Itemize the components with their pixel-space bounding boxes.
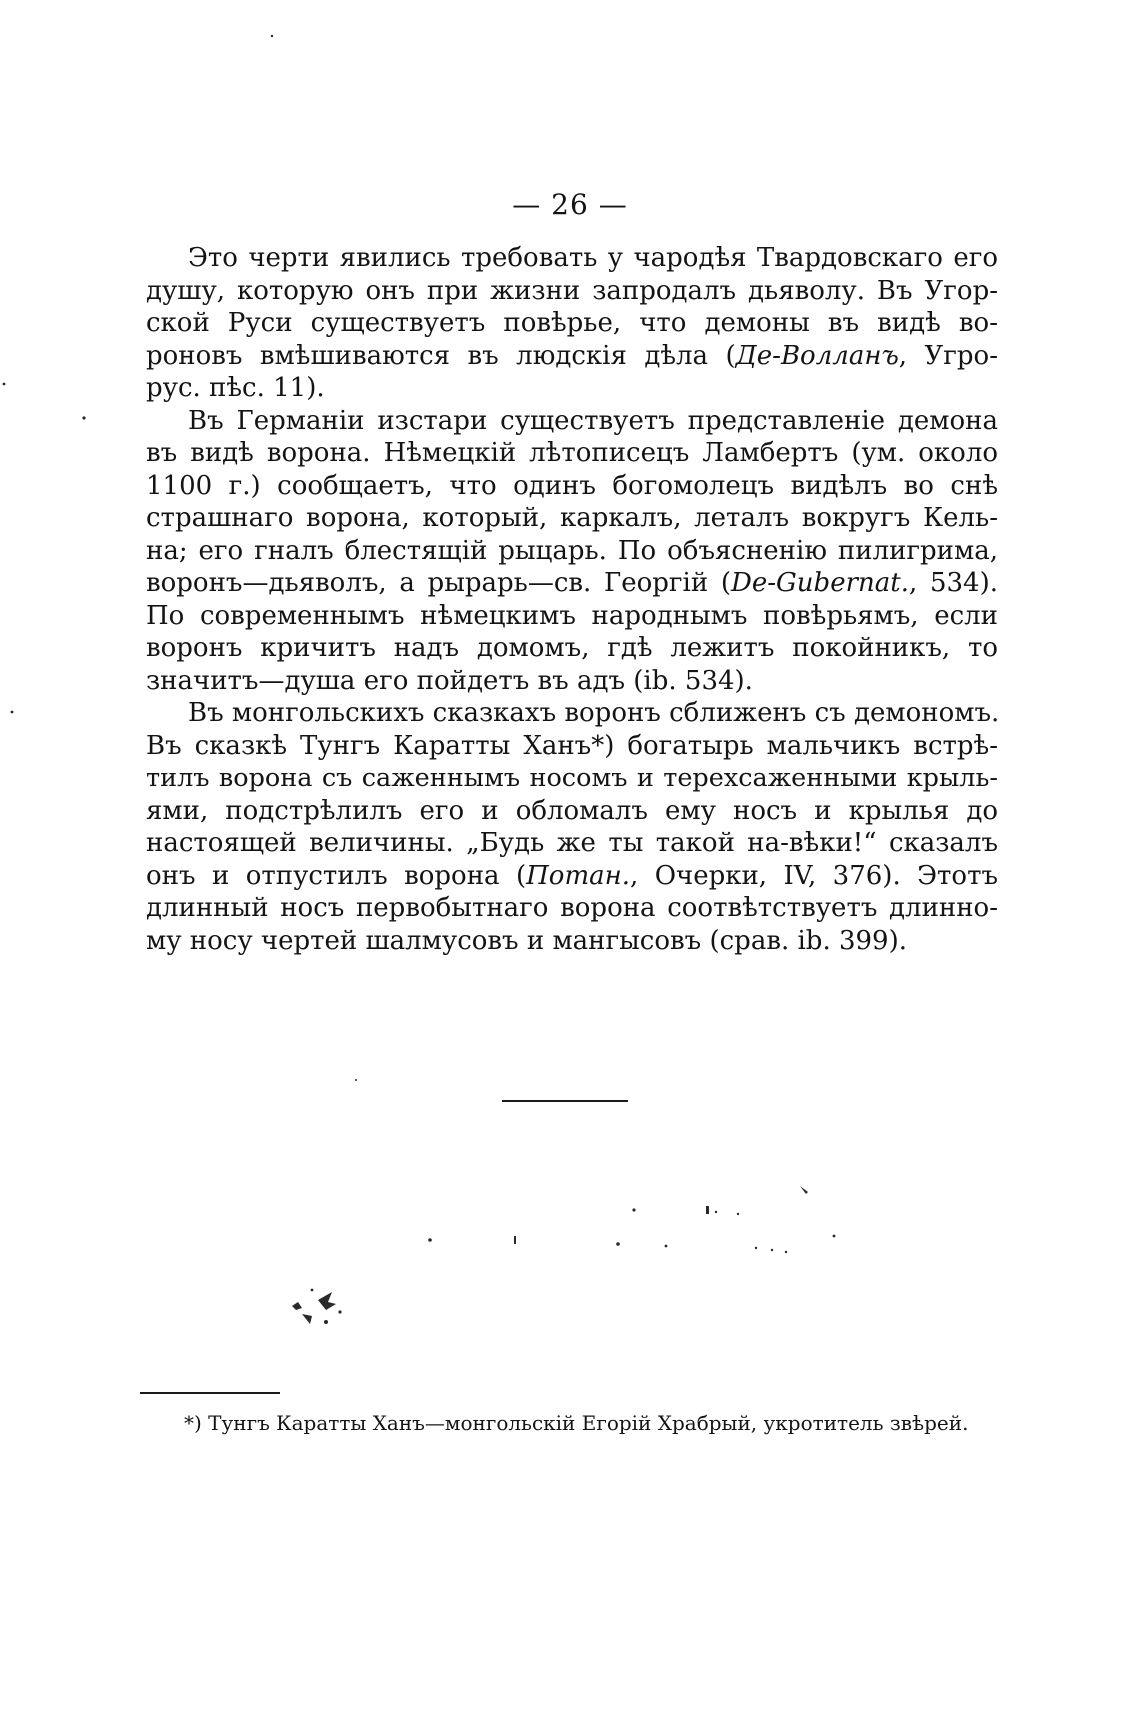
text-line: въ видѣ ворона. Нѣмецкій лѣтописецъ Ламбертъ (ум. около <box>146 438 998 468</box>
scan-speck <box>11 711 14 714</box>
text-line: Это черти явились требовать у чародѣя Твардовскаго его <box>188 243 998 273</box>
text-line-segment: роновъ вмѣшиваются въ людскія дѣла ( <box>146 340 736 371</box>
text-line: му носу чертей шалмусовъ и мангысовъ (срав. ib. 399). <box>146 925 908 956</box>
scan-speck <box>271 35 273 37</box>
scan-speck <box>771 1249 773 1251</box>
text-line-segment: онъ и отпустилъ ворона ( <box>146 860 527 891</box>
scan-speck <box>338 1310 341 1313</box>
text-line: ями, подстрѣлилъ его и обломалъ ему носъ и крылья до <box>146 795 998 826</box>
text-line-segment: воронъ—дьяволъ, а рырарь—св. Георгій ( <box>146 568 732 598</box>
scan-speck <box>324 1320 328 1324</box>
scan-speck <box>755 1247 757 1249</box>
citation-italic: Потан. <box>526 860 630 891</box>
text-line: Въ сказкѣ Тунгъ Каратты Ханъ*) богатырь мальчикъ встрѣ- <box>146 730 998 761</box>
text-line: По современнымъ нѣмецкимъ народнымъ повѣрьямъ, если <box>146 600 998 631</box>
text-line: страшнаго ворона, который, каркалъ, леталъ вокругъ Кель- <box>146 503 998 533</box>
scan-speck <box>800 1186 808 1194</box>
scan-speck <box>302 1314 312 1324</box>
scan-speck <box>311 1289 314 1292</box>
scan-speck <box>706 1206 709 1214</box>
scan-speck <box>428 1238 432 1242</box>
text-line: воронъ кричитъ надъ домомъ, гдѣ лежитъ покойникъ, то <box>146 633 998 663</box>
text-line: тилъ ворона съ саженнымъ носомъ и терехсаженными крыль- <box>146 763 998 793</box>
scan-speck <box>715 1211 717 1213</box>
text-line: ской Руси существуетъ повѣрье, что демоны въ видѣ во- <box>146 308 998 338</box>
scan-speck <box>318 1292 336 1310</box>
text-line: настоящей величины. „Будь же ты такой на-вѣки!“ сказалъ <box>146 828 998 858</box>
footnote-rule <box>140 1392 280 1394</box>
scan-speck <box>785 1251 787 1253</box>
scan-speck <box>3 383 6 386</box>
text-line: длинный носъ первобытнаго ворона соотвѣтствуетъ длинно- <box>146 893 998 923</box>
scan-speck <box>665 1245 668 1248</box>
text-line: Въ Германіи изстари существуетъ представленіе демона <box>188 405 998 436</box>
text-line: значитъ—душа его пойдетъ въ адъ (ib. 534). <box>146 665 753 696</box>
scan-speck <box>292 1302 302 1310</box>
scan-speck <box>632 1208 635 1211</box>
citation-italic: Де-Волланъ <box>735 340 899 371</box>
text-line: 1100 г.) сообщаетъ, что одинъ богомолецъ видѣлъ во снѣ <box>146 470 998 501</box>
text-line: рус. пѣс. 11). <box>146 373 325 403</box>
footnote: *) Тунгъ Каратты Ханъ—монгольскій Егорій Храбрый, укротитель звѣрей. <box>184 1411 969 1435</box>
text-line-segment: , Угро- <box>898 340 998 371</box>
scan-speck <box>514 1236 516 1244</box>
scan-speck <box>833 1235 836 1238</box>
page-number: — 26 — <box>512 188 628 221</box>
text-line: душу, которую онъ при жизни запродалъ дьяволу. Въ Угор- <box>146 275 998 306</box>
text-line: на; его гналъ блестящій рыцарь. По объясненію пилигрима, <box>146 535 998 566</box>
scan-speck <box>737 1213 739 1215</box>
citation-italic: De-Gubernat. <box>731 568 909 598</box>
scan-speck <box>355 1079 357 1081</box>
text-line-segment: , Очерки, IV, 376). Этотъ <box>630 860 998 891</box>
text-line-segment: , 534). <box>908 568 998 598</box>
scan-speck <box>82 416 85 419</box>
scan-speck <box>616 1242 620 1246</box>
text-line: Въ монгольскихъ сказкахъ воронъ сближенъ съ демономъ. <box>188 698 1000 728</box>
